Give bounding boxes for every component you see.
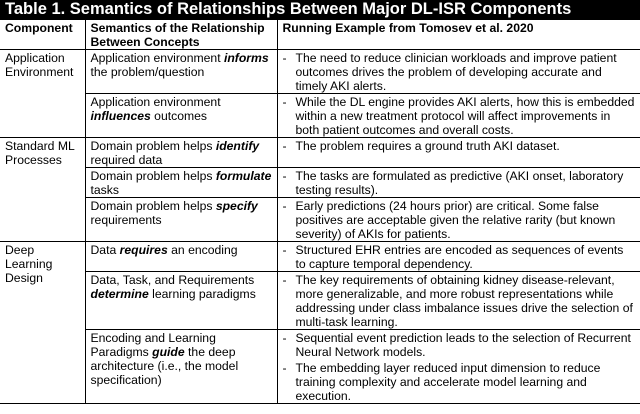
table-row bbox=[0, 50, 640, 94]
example-text: Sequential event prediction leads to the selection of Recurrent Neural Network models. bbox=[295, 331, 631, 359]
table-row bbox=[0, 242, 640, 272]
bullet-dash: - bbox=[282, 243, 287, 257]
relationship-keyword: identify bbox=[215, 139, 260, 153]
semantics-cell bbox=[85, 94, 277, 138]
semantics-cell bbox=[85, 330, 277, 404]
semantics-text: Domain problem helps bbox=[90, 199, 216, 213]
semantics-text: Domain problem helps bbox=[90, 139, 216, 153]
example-item bbox=[283, 169, 637, 197]
semantics-text: Data bbox=[90, 243, 120, 257]
example-item bbox=[283, 361, 637, 403]
relationship-keyword: informs bbox=[223, 51, 269, 65]
semantics-text: Application environment bbox=[90, 51, 224, 65]
example-text: The tasks are formulated as predictive (AKI onset, laboratory testing results). bbox=[295, 169, 624, 197]
semantics-cell bbox=[85, 272, 277, 330]
example-text: Structured EHR entries are encoded as sequences of events to capture temporal dependency. bbox=[295, 243, 624, 271]
semantics-text: learning paradigms bbox=[148, 287, 256, 301]
semantics-text: outcomes bbox=[150, 109, 208, 123]
semantics-text: an encoding bbox=[167, 243, 238, 257]
semantics-text: the problem/question bbox=[90, 65, 205, 79]
table-title: Table 1. Semantics of Relationships Between Major DL-ISR Components bbox=[0, 0, 640, 20]
table-row bbox=[0, 198, 640, 242]
semantics-text: the deep architecture (i.e., the model specification) bbox=[90, 345, 239, 387]
example-item bbox=[283, 243, 637, 271]
semantics-text: tasks bbox=[90, 183, 119, 197]
example-text: The key requirements of obtaining kidney disease-relevant, more generalizable, and more robust representations while addressing under class imbalance issues drive the selection of multi-task learning. bbox=[295, 273, 633, 329]
bullet-dash: - bbox=[282, 273, 287, 287]
relationship-keyword: specify bbox=[215, 199, 258, 213]
semantics-cell bbox=[85, 242, 277, 272]
component-cell: Deep Learning Design bbox=[0, 242, 85, 404]
example-cell bbox=[277, 330, 640, 404]
bullet-dash: - bbox=[282, 199, 287, 213]
component-cell: Application Environment bbox=[0, 50, 85, 138]
relationship-keyword: determine bbox=[90, 287, 149, 301]
example-item bbox=[283, 273, 637, 329]
relationship-keyword: requires bbox=[119, 243, 168, 257]
bullet-dash: - bbox=[282, 95, 287, 109]
component-cell: Standard ML Processes bbox=[0, 138, 85, 242]
example-item bbox=[283, 331, 637, 359]
relationship-keyword: influences bbox=[90, 109, 151, 123]
semantics-text: Data, Task, and Requirements bbox=[90, 273, 255, 287]
semantics-text: requirements bbox=[90, 213, 162, 227]
bullet-dash: - bbox=[282, 51, 287, 65]
example-text: Early predictions (24 hours prior) are critical. Some false positives are acceptable given the relative rarity (but known severity) of AKIs for patients. bbox=[295, 199, 616, 241]
header-example: Running Example from Tomosev et al. 2020 bbox=[282, 21, 534, 35]
table-row bbox=[0, 138, 640, 168]
example-cell bbox=[277, 198, 640, 242]
table-row bbox=[0, 168, 640, 198]
header-semantics: Semantics of the Relationship Between Concepts bbox=[85, 20, 277, 50]
semantics-text: Encoding and Learning Paradigms bbox=[90, 331, 216, 359]
header-component: Component bbox=[0, 20, 85, 50]
example-text: The need to reduce clinician workloads and improve patient outcomes drives the problem of developing accurate and timely AKI alerts. bbox=[295, 51, 617, 93]
example-cell bbox=[277, 168, 640, 198]
table-row bbox=[0, 272, 640, 330]
table-row bbox=[0, 330, 640, 404]
example-text: While the DL engine provides AKI alerts, how this is embedded within a new treatment protocol will affect improvements in both patient outcomes and overall costs. bbox=[295, 95, 635, 137]
example-cell bbox=[277, 272, 640, 330]
semantics-text: Domain problem helps bbox=[90, 169, 216, 183]
bullet-dash: - bbox=[282, 139, 287, 153]
example-text: The embedding layer reduced input dimension to reduce training complexity and accelerate model learning and execution. bbox=[295, 361, 601, 403]
example-text: The problem requires a ground truth AKI dataset. bbox=[295, 139, 560, 153]
bullet-dash: - bbox=[282, 361, 287, 375]
table-row bbox=[0, 94, 640, 138]
semantics-cell bbox=[85, 50, 277, 94]
semantics-cell bbox=[85, 198, 277, 242]
semantics-cell bbox=[85, 138, 277, 168]
example-item bbox=[283, 199, 637, 241]
example-cell bbox=[277, 138, 640, 168]
semantics-text: Application environment bbox=[90, 95, 221, 109]
example-cell bbox=[277, 242, 640, 272]
example-item bbox=[283, 139, 637, 153]
semantics-table bbox=[0, 20, 640, 404]
table-body bbox=[0, 50, 640, 404]
semantics-text: required data bbox=[90, 153, 163, 167]
header-row bbox=[0, 20, 640, 50]
bullet-dash: - bbox=[282, 331, 287, 345]
relationship-keyword: guide bbox=[152, 345, 185, 359]
example-cell bbox=[277, 50, 640, 94]
example-cell bbox=[277, 94, 640, 138]
relationship-keyword: formulate bbox=[215, 169, 272, 183]
semantics-cell bbox=[85, 168, 277, 198]
example-item bbox=[283, 95, 637, 137]
example-item bbox=[283, 51, 637, 93]
bullet-dash: - bbox=[282, 169, 287, 183]
